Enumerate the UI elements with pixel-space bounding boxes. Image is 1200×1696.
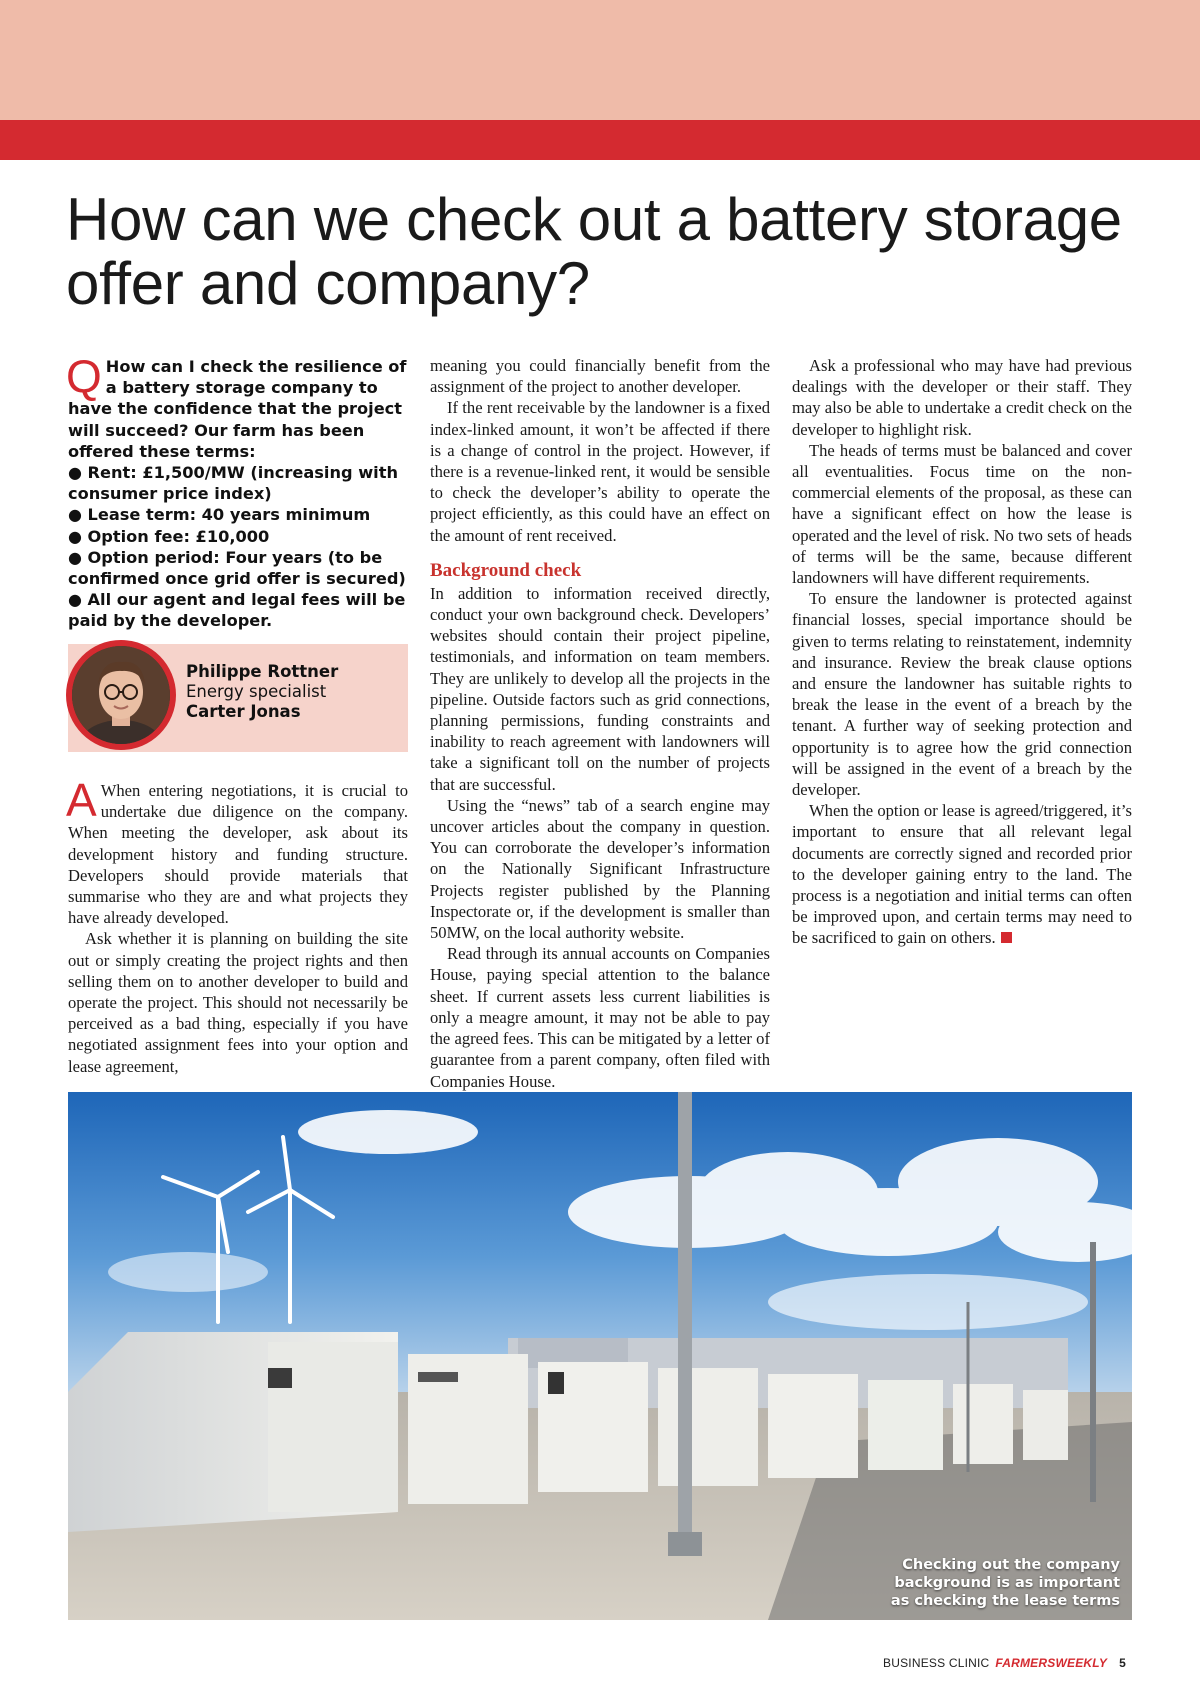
end-mark-icon xyxy=(1001,932,1012,943)
answer-column-2 xyxy=(430,355,770,1092)
avatar-photo xyxy=(72,646,170,744)
footer-brand-farmers: FARMERS xyxy=(995,1656,1056,1670)
paragraph: To ensure the landowner is protected against financial losses, special importance should be given to terms relating to reinstatement, indemnity and insurance. Review the break clause options and ensure the landowner has suitable rights to break the lease in the event of a breach by the tenant. A further way of seeking protection and opportunity is to agree how the grid connection will be assigned in the event of a breach by the developer. xyxy=(792,589,1132,800)
bullet-item xyxy=(68,547,408,589)
bullet-item xyxy=(68,526,408,547)
bullet-icon: ● xyxy=(68,590,88,610)
answer-column-1 xyxy=(66,774,408,1077)
avatar xyxy=(66,640,176,750)
paragraph: meaning you could financially benefit from the assignment of the project to another developer. xyxy=(430,356,770,397)
answer-column-3 xyxy=(792,355,1132,949)
article-photo xyxy=(68,1092,1132,1620)
header-band xyxy=(0,0,1200,120)
bullet-text: Rent: £1,500/MW (increasing with consumer price index) xyxy=(68,463,398,504)
page-number: 5 xyxy=(1119,1656,1126,1670)
paragraph xyxy=(792,800,1132,948)
question-block xyxy=(66,350,408,632)
bullet-icon: ● xyxy=(68,547,88,567)
bullet-text: Lease term: 40 years minimum xyxy=(87,505,371,525)
page-footer xyxy=(883,1656,1126,1670)
footer-section: BUSINESS CLINIC xyxy=(883,1656,990,1670)
bullet-text: Option fee: £10,000 xyxy=(87,526,270,546)
answer-dropcap: A xyxy=(66,774,97,826)
author-firm: Carter Jonas xyxy=(186,702,301,721)
bullet-icon: ● xyxy=(68,463,88,483)
question-lead: How can I check the resilience of a battery storage company to have the confidence that the project will succeed? Our farm has been offered these terms: xyxy=(68,357,407,461)
bullet-icon: ● xyxy=(68,526,88,546)
header-red-stripe xyxy=(0,120,1200,160)
bullet-text: Option period: Four years (to be confirmed once grid offer is secured) xyxy=(68,547,406,589)
paragraph-text: When entering negotiations, it is crucial to undertake due diligence on the company. When meeting the developer, ask about its development history and funding structure. Developers should provide materials that summarise who they are and what projects they have already developed. xyxy=(68,781,408,928)
battery-storage-photo xyxy=(68,1092,1132,1620)
paragraph: The heads of terms must be balanced and cover all eventualities. Focus time on the non-commercial elements of the proposal, as these can have a significant effect on how the lease is operated and the level of risk. No two sets of heads of terms will be the same, because different landowners will have different requirements. xyxy=(792,440,1132,588)
footer-brand-weekly: WEEKLY xyxy=(1055,1656,1108,1670)
photo-caption: Checking out the company background is as important as checking the lease terms xyxy=(890,1557,1120,1609)
paragraph: If the rent receivable by the landowner is a fixed index-linked amount, it won’t be affected if there is a change of control in the project. However, if there is a revenue-linked rent, it would be sensible to check the developer’s ability to operate the project efficiently, as this could have an effect on the amount of rent received. xyxy=(430,398,770,545)
paragraph-text: When the option or lease is agreed/triggered, it’s important to ensure that all relevant legal documents are correctly signed and recorded prior to the developer gaining entry to the land. The process is a negotiation and initial terms can often be improved upon, and certain terms may need to be sacrificed to gain on others. xyxy=(792,801,1132,948)
question-text xyxy=(66,350,408,632)
paragraph: Ask a professional who may have had previous dealings with the developer or their staff. They may also be able to undertake a credit check on the developer to highlight risk. xyxy=(792,356,1132,439)
paragraph: In addition to information received directly, conduct your own background check. Developers’ websites should contain their project pipeline, testimonials, and information on team members. They are unlikely to develop all the projects in the pipeline. Outside factors such as grid connections, planning permissions, funding constraints and inability to reach agreement with landowners will take a significant toll on the number of projects that are successful. xyxy=(430,583,770,794)
bullet-text: All our agent and legal fees will be paid by the developer. xyxy=(68,590,406,631)
author-profile-card xyxy=(68,644,408,752)
paragraph: Using the “news” tab of a search engine may uncover articles about the company in question. You can corroborate the developer’s information on the Nationally Significant Infrastructure Projects register published by the Planning Inspectorate or, if the development is smaller than 50MW, on the local authority website. xyxy=(430,795,770,943)
author-info xyxy=(186,662,338,722)
author-role: Energy specialist xyxy=(186,682,327,701)
bullet-item xyxy=(68,462,408,504)
bullet-item xyxy=(68,504,408,525)
paragraph: Read through its annual accounts on Companies House, paying special attention to the balance sheet. If current assets less current liabilities is only a meagre amount, it may not be able to pay the agreed fees. This can be mitigated by a letter of guarantee from a parent company, often filed with Companies House. xyxy=(430,944,770,1091)
bullet-item xyxy=(68,589,408,631)
page-title: How can we check out a battery storage offer and company? xyxy=(66,186,1122,317)
author-name: Philippe Rottner xyxy=(186,662,339,681)
bullet-icon: ● xyxy=(68,505,88,525)
paragraph: Ask whether it is planning on building the site out or simply creating the project rights and then selling them on to another developer to build and operate the project. This should not necessarily be perceived as a bad thing, especially if you have negotiated assignment fees into your option and lease agreement, xyxy=(68,929,408,1076)
paragraph xyxy=(66,774,408,928)
section-heading: Background check xyxy=(430,559,582,581)
question-dropcap: Q xyxy=(66,350,102,402)
